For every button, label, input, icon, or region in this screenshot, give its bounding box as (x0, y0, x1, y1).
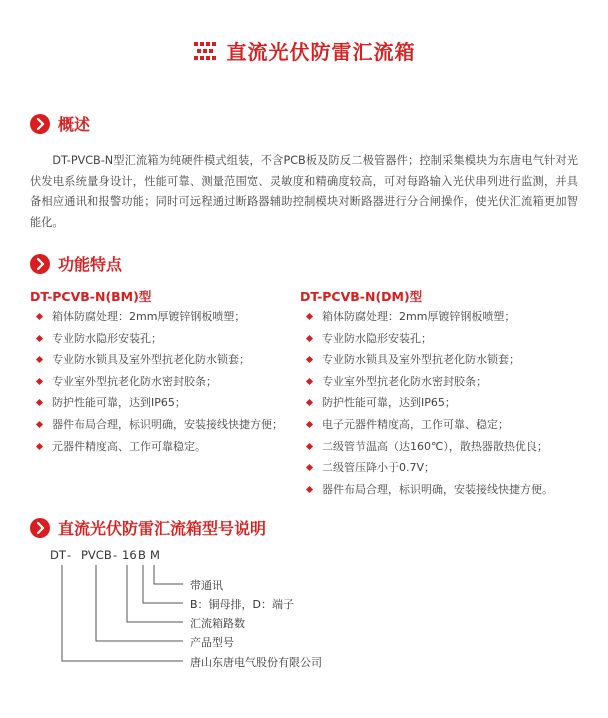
feature-text: 防护性能可靠，达到IP65； (322, 396, 456, 410)
model-dm-title: DT-PCVB-N(DM)型 (300, 289, 423, 304)
feature-item (37, 371, 283, 393)
feature-item (307, 349, 553, 371)
chevron-right-circle-icon (30, 114, 50, 134)
section-overview-heading (30, 112, 90, 135)
feature-item (37, 436, 283, 458)
feature-item (37, 306, 283, 328)
diamond-bullet-icon (306, 421, 313, 428)
model-code-diagram (0, 540, 608, 680)
feature-item (37, 392, 283, 414)
feature-item (307, 457, 553, 479)
chevron-right-circle-icon (30, 254, 50, 274)
diamond-bullet-icon (36, 335, 43, 342)
diamond-bullet-icon (36, 399, 43, 406)
feature-text: 电子元器件精度高，工作可靠、稳定； (322, 417, 509, 431)
diamond-bullet-icon (306, 443, 313, 450)
code-part-dash: - (113, 548, 118, 562)
feature-item (307, 306, 553, 328)
code-part-b: B (138, 548, 146, 562)
model-bm-title: DT-PCVB-N(BM)型 (30, 289, 152, 304)
diamond-bullet-icon (36, 378, 43, 385)
feature-list-bm (37, 306, 283, 457)
diamond-bullet-icon (36, 443, 43, 450)
feature-text: 二级管压降小于0.7V； (322, 461, 436, 475)
legend-comm: 带通讯 (190, 579, 223, 592)
diamond-bullet-icon (306, 335, 313, 342)
feature-item (307, 414, 553, 436)
feature-list-dm (307, 306, 553, 500)
feature-item (307, 328, 553, 350)
code-part-pvcb: PVCB (81, 548, 112, 562)
feature-text: 二级管节温高（达160℃），散热器散热优良； (322, 439, 548, 453)
legend-channels: 汇流箱路数 (190, 617, 245, 630)
legend-company: 唐山东唐电气股份有限公司 (190, 656, 322, 669)
section-title: 概述 (58, 115, 91, 134)
diamond-bullet-icon (36, 313, 43, 320)
code-part-m: M (150, 548, 160, 562)
feature-item (37, 328, 283, 350)
feature-item (37, 414, 283, 436)
feature-text: 箱体防腐处理：2mm厚镀锌钢板喷塑； (322, 310, 516, 323)
page-header (0, 36, 608, 65)
feature-text: 元器件精度高、工作可靠稳定。 (52, 439, 206, 453)
feature-item (307, 436, 553, 458)
feature-text: 专业室外型抗老化防水密封胶条； (52, 374, 217, 388)
section-title: 功能特点 (58, 255, 123, 274)
diamond-bullet-icon (306, 378, 313, 385)
diamond-bullet-icon (306, 464, 313, 471)
feature-text: 器件布局合理，标识明确，安装接线快捷方便。 (322, 482, 553, 496)
legend-product-model: 产品型号 (190, 636, 234, 649)
feature-text: 专业防水锁具及室外型抗老化防水锁套； (52, 353, 250, 367)
section-title: 直流光伏防雷汇流箱型号说明 (58, 519, 267, 538)
section-model-code-heading (30, 516, 266, 539)
overview-paragraph: DT-PVCB-N型汇流箱为纯硬件模式组装，不含PCB板及防反二极管器件；控制采集模块为东唐电气针对光伏发电系统量身设计，性能可靠、测量范围宽、灵敏度和精确度较高，可对每路输入光伏串列进行监测，并具备相应通讯和报警功能；同时可远程通过断路器辅助控制模块对断路器进行分合闸操作，使光伏汇流箱更加智能化。 (30, 154, 578, 229)
feature-text: 专业防水隐形安装孔； (322, 331, 432, 345)
grid-dots-icon (193, 41, 219, 61)
feature-text: 防护性能可靠，达到IP65； (52, 396, 186, 410)
feature-item (307, 392, 553, 414)
feature-item (307, 479, 553, 501)
feature-text: 专业室外型抗老化防水密封胶条； (322, 374, 487, 388)
diamond-bullet-icon (36, 356, 43, 363)
feature-text: 器件布局合理，标识明确，安装接线快捷方便； (52, 417, 283, 431)
feature-text: 专业防水锁具及室外型抗老化防水锁套； (322, 353, 520, 367)
code-part-16: 16 (122, 548, 137, 562)
feature-text: 专业防水隐形安装孔； (52, 331, 162, 345)
section-features-heading (30, 252, 122, 275)
diamond-bullet-icon (36, 421, 43, 428)
legend-busbar: B：铜母排，D：端子 (190, 598, 295, 611)
feature-item (37, 349, 283, 371)
diamond-bullet-icon (306, 356, 313, 363)
chevron-right-circle-icon (30, 518, 50, 538)
code-part-dash: - (67, 548, 72, 562)
feature-item (307, 371, 553, 393)
feature-text: 箱体防腐处理：2mm厚镀锌钢板喷塑； (52, 310, 246, 323)
page-title: 直流光伏防雷汇流箱 (226, 40, 416, 64)
diamond-bullet-icon (306, 486, 313, 493)
diamond-bullet-icon (306, 313, 313, 320)
code-part-dt: DT (50, 548, 66, 562)
diamond-bullet-icon (306, 399, 313, 406)
